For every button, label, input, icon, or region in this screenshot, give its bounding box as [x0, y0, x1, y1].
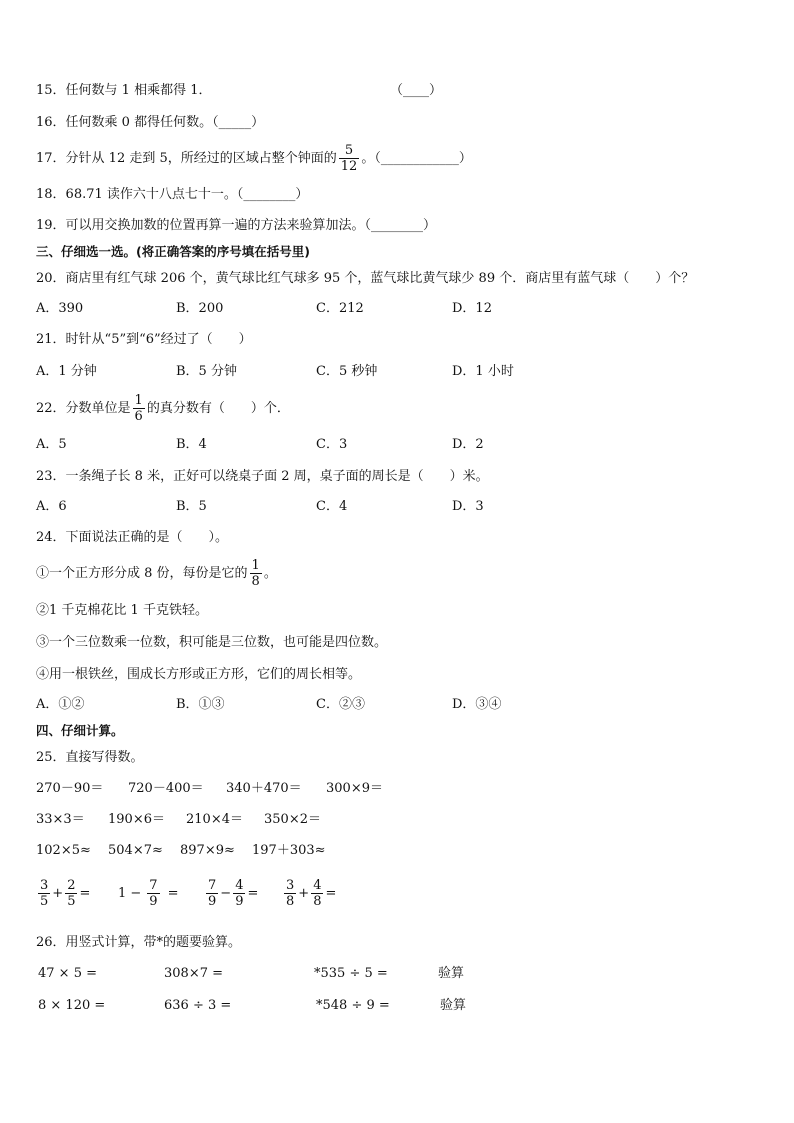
fraction-numerator: 5: [339, 143, 360, 159]
fraction: [250, 558, 262, 589]
option-d[interactable]: D．1 小时: [452, 364, 514, 379]
question-24: 24．下面说法正确的是（ ）。: [36, 530, 229, 545]
fraction-numerator: 2: [67, 878, 76, 893]
question-19: 19．可以用交换加数的位置再算一遍的方法来验算加法。（________）: [36, 218, 437, 233]
option-c[interactable]: C．3: [316, 437, 348, 452]
fraction: [65, 878, 77, 909]
question-26: 26．用竖式计算，带*的题要验算。: [36, 935, 242, 950]
section-4-heading: 四、仔细计算。: [36, 723, 124, 738]
option-c[interactable]: C．②③: [316, 697, 365, 712]
operator: +: [298, 886, 310, 901]
fraction: [133, 393, 145, 424]
option-b[interactable]: B．5: [176, 499, 207, 514]
option-b[interactable]: B．5 分钟: [176, 364, 237, 379]
equals: =: [325, 886, 337, 901]
question-15-text: 15．任何数与 1 相乘都得 1．: [36, 83, 212, 98]
statement-2: ②1 千克棉花比 1 千克铁轻。: [36, 603, 208, 618]
calc-item: 102×5≈: [36, 843, 91, 858]
fraction-numerator: 7: [208, 878, 217, 893]
fraction: [147, 878, 159, 909]
option-b[interactable]: B．①③: [176, 697, 225, 712]
question-23: 23．一条绳子长 8 米，正好可以绕桌子面 2 周，桌子面的周长是（ ）米。: [36, 469, 489, 484]
option-a[interactable]: A．1 分钟: [36, 364, 97, 379]
fraction-denominator: 8: [313, 894, 322, 909]
option-a[interactable]: A．6: [36, 499, 67, 514]
option-d[interactable]: D．12: [452, 301, 492, 316]
fraction-denominator: 9: [208, 894, 217, 909]
question-17: [36, 142, 472, 176]
statement-3: ③一个三位数乘一位数，积可能是三位数，也可能是四位数。: [36, 635, 388, 650]
option-b[interactable]: B．200: [176, 301, 224, 316]
fraction: [284, 878, 296, 909]
fraction-numerator: 1: [251, 558, 260, 573]
fraction: [233, 878, 245, 909]
calc-item: 308×7 =: [164, 966, 224, 981]
fraction-numerator: 1: [134, 393, 143, 408]
check-label: 验算: [438, 966, 465, 981]
check-label: 验算: [440, 998, 467, 1013]
statement-4: ④用一根铁丝，围成长方形或正方形，它们的周长相等。: [36, 667, 362, 682]
statement-1-end: 。: [263, 566, 277, 581]
fraction-numerator: 7: [149, 878, 158, 893]
option-b[interactable]: B．4: [176, 437, 207, 452]
option-c[interactable]: C．5 秒钟: [316, 364, 378, 379]
fraction-denominator: 6: [134, 409, 143, 424]
fraction: [339, 143, 360, 174]
fraction-numerator: 3: [40, 878, 49, 893]
calc-item: 350×2＝: [264, 812, 321, 827]
question-15-answer-paren[interactable]: （____）: [390, 83, 443, 98]
option-c[interactable]: C．4: [316, 499, 348, 514]
fraction-denominator: 5: [40, 894, 49, 909]
fraction-calc-3: [204, 878, 258, 909]
fraction-denominator: 5: [67, 894, 76, 909]
section-3-heading: 三、仔细选一选。(将正确答案的序号填在括号里): [36, 244, 310, 259]
operand: 1 −: [118, 886, 142, 901]
question-18: 18．68.71 读作六十八点七十一。（________）: [36, 187, 309, 202]
fraction-numerator: 4: [313, 878, 322, 893]
fraction-numerator: 3: [286, 878, 295, 893]
fraction: [206, 878, 218, 909]
option-d[interactable]: D．3: [452, 499, 484, 514]
fraction-denominator: 8: [251, 574, 260, 589]
question-21: 21．时针从“5”到“6”经过了（ ）: [36, 332, 252, 347]
fraction-denominator: 9: [235, 894, 244, 909]
calc-item: 636 ÷ 3 =: [164, 998, 232, 1013]
calc-item: 33×3＝: [36, 812, 85, 827]
fraction: [311, 878, 323, 909]
option-a[interactable]: A．390: [36, 301, 84, 316]
equals: =: [247, 886, 259, 901]
question-17-answer[interactable]: 。（____________）: [361, 151, 472, 166]
question-22-text: 22．分数单位是: [36, 401, 131, 416]
question-22: [36, 392, 290, 426]
option-d[interactable]: D．③④: [452, 697, 502, 712]
calc-item: 504×7≈: [108, 843, 163, 858]
fraction-denominator: 12: [340, 159, 358, 174]
fraction-calc-2: [118, 878, 178, 909]
question-16: 16．任何数乘 0 都得任何数。（_____）: [36, 115, 265, 130]
calc-item: 897×9≈: [180, 843, 235, 858]
calc-item: *535 ÷ 5 =: [314, 966, 388, 981]
question-20: 20．商店里有红气球 206 个，黄气球比红气球多 95 个，蓝气球比黄气球少 89 个．商店里有蓝气球（ ）个？: [36, 271, 695, 286]
fraction-denominator: 9: [149, 894, 158, 909]
operator: −: [220, 886, 232, 901]
fraction-numerator: 4: [235, 878, 244, 893]
operator: +: [52, 886, 64, 901]
option-a[interactable]: A．5: [36, 437, 67, 452]
calc-item: 47 × 5 =: [38, 966, 97, 981]
option-d[interactable]: D．2: [452, 437, 484, 452]
fraction-calc-1: [36, 878, 90, 909]
statement-1-text: ①一个正方形分成 8 份，每份是它的: [36, 566, 248, 581]
calc-item: *548 ÷ 9 =: [316, 998, 390, 1013]
calc-item: 197＋303≈: [252, 843, 326, 858]
fraction: [38, 878, 50, 909]
fraction-denominator: 8: [286, 894, 295, 909]
question-17-text: 17．分针从 12 走到 5，所经过的区域占整个钟面的: [36, 151, 337, 166]
calc-item: 300×9＝: [326, 781, 383, 796]
calc-item: 210×4＝: [186, 812, 243, 827]
calc-item: 8 × 120 =: [38, 998, 106, 1013]
question-15: [36, 82, 211, 100]
calc-item: 720－400＝: [128, 781, 204, 796]
question-25: 25．直接写得数。: [36, 750, 144, 765]
question-22-text-end: 的真分数有（ ）个．: [146, 401, 290, 416]
equals: =: [167, 886, 179, 901]
calc-item: 270－90＝: [36, 781, 104, 796]
calc-item: 190×6＝: [108, 812, 165, 827]
option-a[interactable]: A．①②: [36, 697, 85, 712]
fraction-calc-4: [282, 878, 336, 909]
calc-item: 340＋470＝: [226, 781, 302, 796]
statement-1: [36, 557, 277, 591]
equals: =: [79, 886, 91, 901]
option-c[interactable]: C．212: [316, 301, 364, 316]
